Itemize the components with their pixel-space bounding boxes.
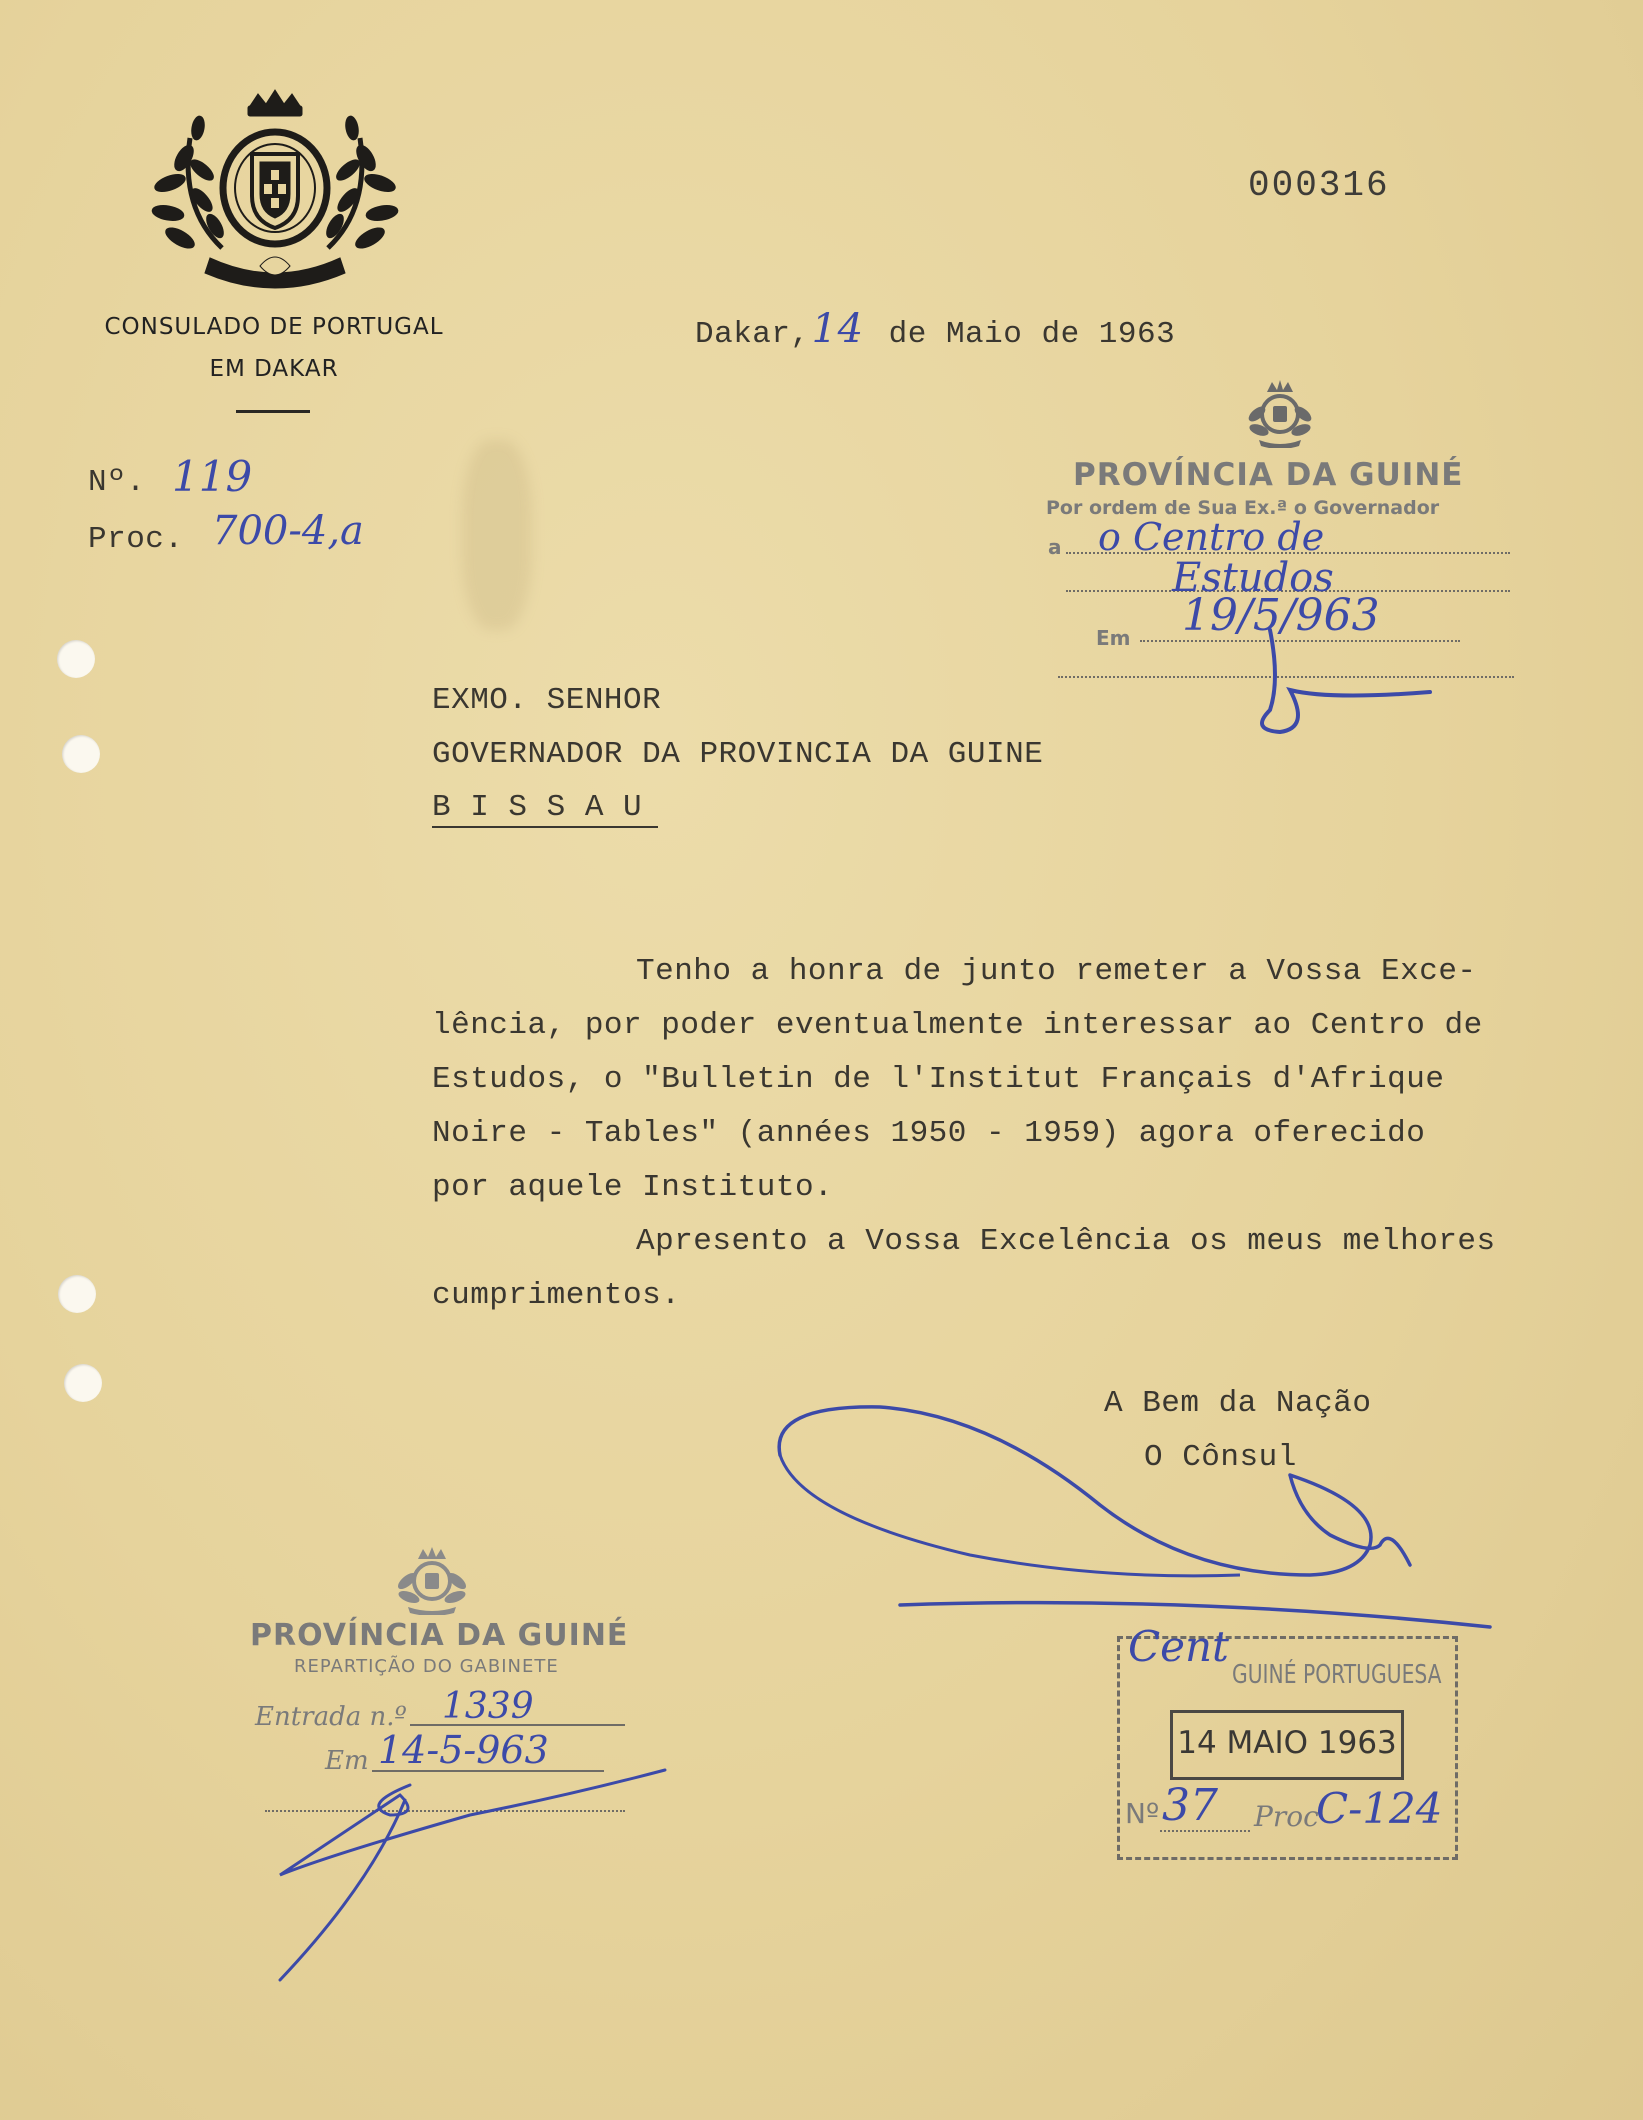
addressee-salutation: EXMO. SENHOR bbox=[432, 683, 662, 718]
document-serial-number: 000316 bbox=[1248, 165, 1390, 206]
reference-number-value: 119 bbox=[172, 452, 253, 501]
body-paragraph-2-line: Apresento a Vossa Excelência os meus melhores bbox=[636, 1224, 1496, 1259]
reference-number-label: Nº. bbox=[88, 465, 146, 500]
process-label: Proc. bbox=[88, 522, 184, 557]
paper-stain bbox=[462, 440, 532, 630]
letterhead-consulate: CONSULADO DE PORTUGAL bbox=[104, 314, 444, 340]
stamp-bottom-right-header: GUINÉ PORTUGUESA bbox=[1232, 1660, 1442, 1690]
stamp-top-date-label: Em bbox=[1096, 626, 1131, 650]
stamp-top-subtitle: Por ordem de Sua Ex.ª o Governador bbox=[1046, 497, 1440, 519]
stamp-bottom-left-entrada-value: 1339 bbox=[442, 1686, 534, 1727]
date-day: 14 bbox=[811, 306, 864, 352]
process-value: 700-4,a bbox=[212, 508, 364, 554]
date-month-year: de Maio de 1963 bbox=[888, 317, 1176, 352]
addressee-title: GOVERNADOR DA PROVINCIA DA GUINE bbox=[432, 737, 1044, 772]
stamp-bottom-right-proc-value: C-124 bbox=[1316, 1784, 1443, 1833]
stamp-bottom-right-proc-label: Proc bbox=[1254, 1800, 1319, 1833]
stamp-top-signature bbox=[1210, 620, 1460, 740]
stamp-bottom-left-entrada-label: Entrada n.º bbox=[255, 1702, 407, 1732]
stamp-bottom-left-signature bbox=[270, 1755, 680, 1985]
stamp-crest-icon bbox=[1245, 378, 1315, 448]
punch-hole bbox=[58, 1275, 96, 1313]
date-prefix: Dakar, bbox=[695, 317, 810, 352]
stamp-bottom-right-date: 14 MAIO 1963 bbox=[1177, 1725, 1397, 1761]
letterhead-city: EM DAKAR bbox=[209, 356, 339, 382]
body-paragraph-1-line: Estudos, o "Bulletin de l'Institut Français d'Afrique bbox=[432, 1062, 1445, 1097]
stamp-bottom-right-no-line bbox=[1160, 1830, 1250, 1832]
body-paragraph-1-line: lência, por poder eventualmente interessar ao Centro de bbox=[432, 1008, 1483, 1043]
body-paragraph-2-line: cumprimentos. bbox=[432, 1278, 681, 1313]
body-paragraph-1-line: Tenho a honra de junto remeter a Vossa Exce- bbox=[636, 954, 1477, 989]
body-paragraph-1-line: por aquele Instituto. bbox=[432, 1170, 834, 1205]
stamp-bottom-right-no-value: 37 bbox=[1162, 1780, 1218, 1831]
body-paragraph-1-line: Noire - Tables" (années 1950 - 1959) agora oferecido bbox=[432, 1116, 1426, 1151]
stamp-bottom-left-subtitle: REPARTIÇÃO DO GABINETE bbox=[294, 1656, 559, 1677]
addressee-city-underline bbox=[432, 826, 658, 828]
stamp-top-line1-hand: o Centro de bbox=[1098, 515, 1325, 559]
stamp-top-line1-prefix: a bbox=[1048, 535, 1062, 559]
punch-hole bbox=[57, 640, 95, 678]
consul-signature bbox=[770, 1395, 1500, 1645]
punch-hole bbox=[64, 1364, 102, 1402]
stamp-bottom-right-hand-prefix: Cent bbox=[1128, 1622, 1229, 1671]
stamp-bottom-crest-icon bbox=[392, 1545, 472, 1615]
coat-of-arms-icon bbox=[140, 88, 410, 298]
stamp-bottom-right-no-label: Nº bbox=[1125, 1797, 1160, 1830]
stamp-bottom-left-em-label: Em bbox=[325, 1746, 369, 1776]
closing-signatory-title: O Cônsul bbox=[1144, 1440, 1297, 1475]
punch-hole bbox=[62, 735, 100, 773]
stamp-top-title: PROVÍNCIA DA GUINÉ bbox=[1073, 457, 1464, 493]
stamp-top-date-hand: 19/5/963 bbox=[1182, 590, 1380, 641]
addressee-city: B I S S A U bbox=[432, 790, 643, 825]
stamp-top-line2-hand: Estudos bbox=[1172, 555, 1334, 601]
stamp-bottom-left-em-value: 14-5-963 bbox=[378, 1728, 549, 1772]
closing-formula: A Bem da Nação bbox=[1104, 1386, 1372, 1421]
stamp-bottom-left-title: PROVÍNCIA DA GUINÉ bbox=[250, 1618, 629, 1653]
letterhead-rule bbox=[236, 410, 310, 413]
